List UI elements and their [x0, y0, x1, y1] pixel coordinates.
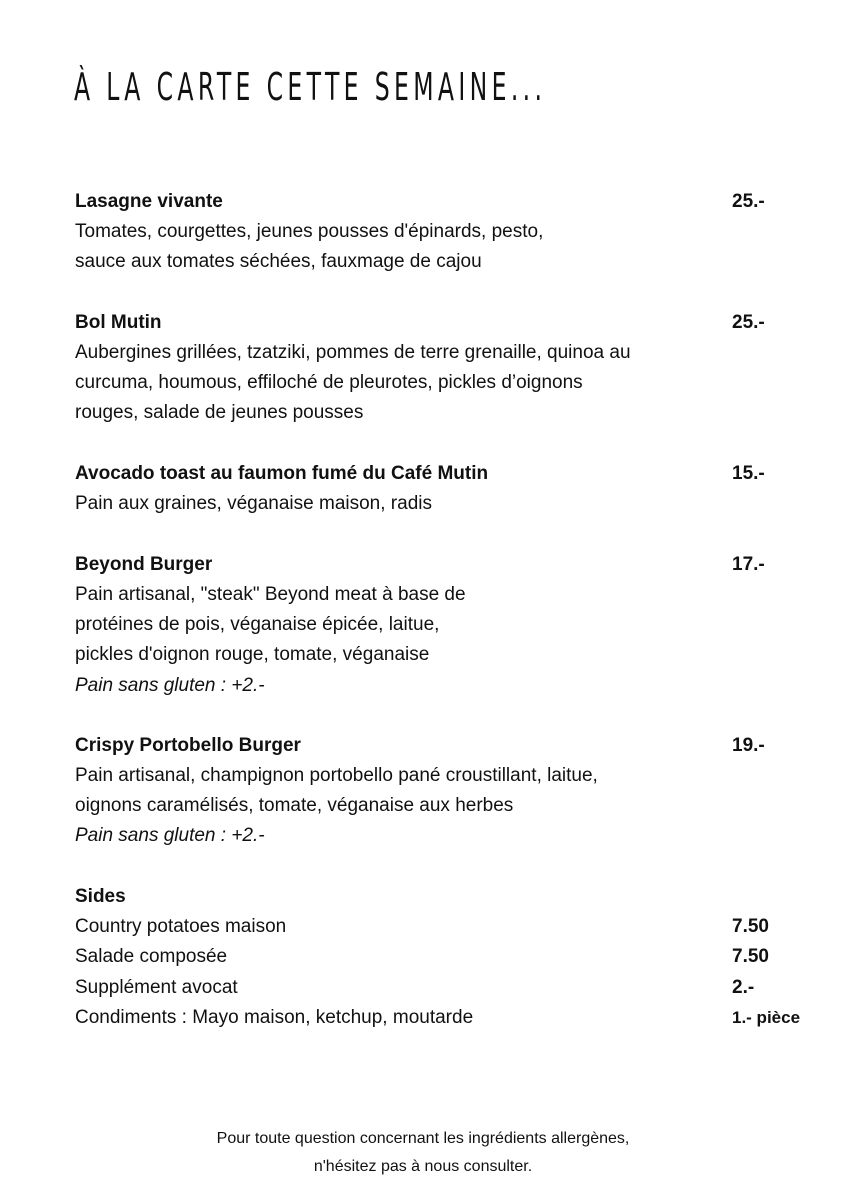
side-price: 7.50: [732, 916, 769, 937]
dish-name: Avocado toast au faumon fumé du Café Mutin: [75, 463, 489, 484]
side-price: 7.50: [732, 946, 769, 968]
dish-price: 17.-: [732, 554, 765, 575]
side-label: Condiments : Mayo maison, ketchup, moutarde: [75, 1006, 474, 1028]
menu-item-bol-mutin: [75, 308, 815, 429]
sides-section: [75, 882, 815, 1033]
dish-desc-line: curcuma, houmous, effiloché de pleurotes, pickles d’oignons: [75, 372, 583, 394]
dish-desc-line: sauce aux tomates séchées, fauxmage de cajou: [75, 251, 482, 273]
dish-desc-line: Pain artisanal, "steak" Beyond meat à base de: [75, 584, 466, 605]
dish-note: Pain sans gluten : +2.-: [75, 825, 265, 847]
menu-item-lasagne: [75, 187, 815, 277]
side-label: Salade composée: [75, 946, 228, 968]
sides-heading: Sides: [75, 886, 126, 907]
side-price: 2.-: [732, 976, 755, 998]
side-row: [75, 912, 815, 942]
allergen-notice: [0, 1125, 846, 1181]
dish-desc-line: rouges, salade de jeunes pousses: [75, 402, 364, 424]
dish-name: Beyond Burger: [75, 554, 213, 575]
dish-note: Pain sans gluten : +2.-: [75, 674, 265, 696]
dish-price: 25.-: [732, 312, 765, 333]
side-price: 1.- pièce: [732, 1007, 801, 1027]
dish-price: 25.-: [732, 191, 765, 212]
dish-desc-line: pickles d'oignon rouge, tomate, véganaise: [75, 644, 430, 666]
dish-desc-line: Tomates, courgettes, jeunes pousses d'épinards, pesto,: [75, 221, 544, 242]
side-label: Supplément avocat: [75, 976, 238, 998]
dish-name: Bol Mutin: [75, 312, 162, 333]
dish-desc-line: Pain artisanal, champignon portobello pané croustillant, laitue,: [75, 765, 598, 786]
allergen-notice-line: n'hésitez pas à nous consulter.: [313, 1158, 533, 1175]
dish-desc-line: protéines de pois, véganaise épicée, laitue,: [75, 614, 440, 636]
menu-item-crispy-portobello: [75, 731, 815, 851]
dish-desc-line: Aubergines grillées, tzatziki, pommes de terre grenaille, quinoa au: [75, 342, 631, 363]
dish-name: Crispy Portobello Burger: [75, 735, 301, 756]
dish-desc-line: oignons caramélisés, tomate, véganaise aux herbes: [75, 795, 514, 817]
dish-name: Lasagne vivante: [75, 191, 223, 212]
page-title: À LA CARTE CETTE SEMAINE...: [74, 65, 547, 109]
dish-price: 19.-: [732, 735, 765, 756]
dish-price: 15.-: [732, 463, 765, 484]
menu-item-beyond-burger: [75, 550, 815, 701]
menu-item-avocado-toast: [75, 459, 815, 519]
allergen-notice-line: Pour toute question concernant les ingrédients allergènes,: [216, 1130, 630, 1147]
dish-desc-line: Pain aux graines, véganaise maison, radis: [75, 493, 432, 514]
side-row: [75, 1003, 815, 1033]
side-row: [75, 942, 815, 972]
side-label: Country potatoes maison: [75, 916, 287, 937]
side-row: [75, 973, 815, 1003]
